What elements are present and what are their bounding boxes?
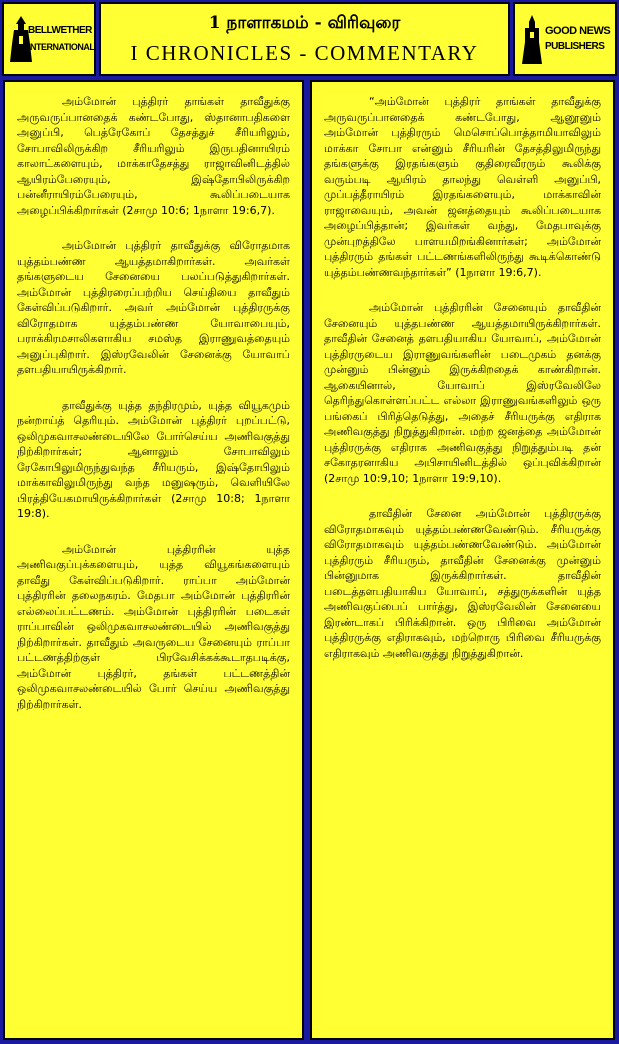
right-paragraph-1: “அம்மோன் புத்திரர் தாங்கள் தாவீதுக்கு அருவருப்பானதைக் கண்டபோது, ஆனூனும் அம்மோன் புத்திரரும் மெசொப்பொத்தாமியாவிலும் மாக்கா சோபா என்னும் சீரியரின் தேசத்திலுமிருந்து தங்களுக்கு இரதங்களும் குதிரைவீரரும் கூலிக்கு வரும்படி ஆயிரம் தாலந்து வெள்ளி அனுப்பி, முப்பத்தீராயிரம் இரதங்களையும், மாக்காவின் ராஜாவையும், அவன் ஜனத்தையும் கூலிப்படையாக அழைப்பித்தான்; இவர்கள் வந்து, மேதபாவுக்கு முன்புறத்திலே பாளயமிறங்கினார்கள்; அம்மோன் புத்திரரும் தங்கள் பட்டணங்களிலிருந்து கூடிக்கொண்டு யுத்தம்பண்ணவந்தார்கள்” (1நாளா 19:6,7). <box>324 95 601 279</box>
bellwether-line2: INTERNATIONAL <box>28 42 95 52</box>
right-column <box>310 80 615 1040</box>
left-paragraph-3: தாவீதுக்கு யுத்த தந்திரமும், யுத்த வியூகமும் நன்றாய்த் தெரியும். அம்மோன் புத்திரர் புறப்பட்டு, ஒலிமுகவாசலண்டையிலே போர்செய்ய அணிவகுத்து நிற்கிறார்கள்; ஆனாலும் சோபாவிலும் ரேகோபிலுமிருந்துவந்த சீரியரும், இஷ்தோபிலும் மாக்காவிலுமிருந்து வந்த மனுஷரும், வெளியிலே பிரத்தியேகமாயிருக்கிறார்கள் (2சாமு 10:8; 1நாளா 19:8). <box>17 398 290 520</box>
bellwether-line1: BELLWETHER <box>28 25 92 36</box>
bell-tower-icon <box>521 14 543 66</box>
right-paragraph-2: அம்மோன் புத்திரரின் சேனையும் தாவீதின் சேனையும் யுத்தபண்ண ஆயத்தமாயிருக்கிறார்கள். தாவீதின் சேனைத் தளபதியாகிய யோவாப், அம்மோன் புத்திரருடைய இராணுவங்களின் படைமுகம் தனக்கு முன்னும் பின்னும் இருக்கிறதைக் காண்கிறான். ஆகையினால், யோவாப் இஸ்ரவேலிலே தெரிந்துகொள்ளப்பட்ட எல்லா இராணுவங்களிலும் ஒரு பங்கைப் பிரித்தெடுத்து, அதைச் சீரியருக்கு எதிராக அணிவகுத்து நிறுத்துகிறான். மற்ற ஜனத்தை அம்மோன் புத்திரருக்கு எதிராக அணிவகுத்து நிறுத்தும்படி தன் சகோதரனாகிய அபிசாயினிடத்தில் ஒப்புவிக்கிறான் (2சாமு 10:9,10; 1நாளா 19:9,10). <box>324 301 601 485</box>
left-column <box>3 80 304 1040</box>
title-english: I CHRONICLES - COMMENTARY <box>130 41 479 65</box>
good-news-logo <box>513 2 617 76</box>
right-paragraph-3: தாவீதின் சேனை அம்மோன் புத்திரருக்கு விரோதமாகவும் யுத்தம்பண்ணவேண்டும். சீரியருக்கு விரோதமாகவும் யுத்தம்பண்ணவேண்டும். அம்மோன் புத்திரரும் சீரியரும், தாவீதின் சேனைக்கு முன்னும் பின்னுமாக இருக்கிறார்கள். தாவீதின் படைத்தளபதியாகிய யோவாப், சத்துருக்களின் யுத்த அணிவகுப்பைப் பார்த்து, இஸ்ரவேலின் சேனையை இரண்டாகப் பிரிக்கிறான். ஒரு பிரிவை அம்மோன் புத்திரருக்கு எதிராகவும், மற்றொரு பிரிவை சீரியருக்கு எதிராகவும் அணிவகுத்து நிறுத்துகிறான். <box>324 507 601 660</box>
left-paragraph-1: அம்மோன் புத்திரர் தாங்கள் தாவீதுக்கு அருவருப்பானதைக் கண்டபோது, ஸ்தானாபதிகளை அனுப்பி, பெத்ரேகோப் தேசத்துச் சீரியரிலும், சோபாவிலிருக்கிற சீரியரிலும் இருபதினாயிரம் காலாட்களையும், மாக்காதேசத்து ராஜாவினிடத்தில் ஆயிரம்பேரையும், இஷ்தோபிலிருக்கிற பன்னீராயிரம்பேரையும், கூலிப்படையாக அழைப்பிக்கிறார்கள் (2சாமு 10:6; 1நாளா 19:6,7). <box>17 95 290 217</box>
title-box <box>99 2 510 76</box>
bellwether-logo <box>2 2 96 76</box>
good-news-line2: PUBLISHERS <box>545 41 605 52</box>
page-header <box>0 0 619 78</box>
left-paragraph-2: அம்மோன் புத்திரர் தாவீதுக்கு விரோதமாக யுத்தம்பண்ண ஆயத்தமாகிறார்கள். அவர்கள் தங்களுடைய சேனையை பலப்படுத்துகிறார்கள். அம்மோன் புத்திரரைப்பற்றிய செய்தியை தாவீதும் கேள்விப்படுகிறார். அவர் அம்மோன் புத்திரருக்கு விரோதமாக யுத்தம்பண்ண யோவாபையும், பராக்கிரமசாலிகளாகிய சமஸ்த இராணுவத்தையும் அனுப்புகிறார். இஸ்ரவேலின் சேனைக்கு யோவாப் தளபதியாயிருக்கிறார். <box>17 239 290 376</box>
bellwether-sheep-icon <box>8 14 34 64</box>
good-news-line1: GOOD NEWS <box>545 25 611 37</box>
title-tamil: 1 நாளாகமம் - விரிவுரை <box>208 13 401 33</box>
left-paragraph-4: அம்மோன் புத்திரரின் யுத்த அணிவகுப்புக்களையும், யுத்த வியூகங்களையும் தாவீது கேள்விப்படுகிறார். ராப்பா அம்மோன் புத்திரரின் தலைநகரம். மேதபா அம்மோன் புத்திரரின் எல்லைப்பட்டணம். அம்மோன் புத்திரரின் படைகள் ராப்பாவின் ஒலிமுகவாசலண்டையில் அணிவகுத்து நிற்கிறார்கள். தாவீதும் அவருடைய சேனையும் ராப்பா பட்டணத்திற்குள் பிரவேசிக்கக்கூடாதபடிக்கு, அம்மோன் புத்திரர், தங்கள் பட்டணத்தின் ஒலிமுகவாசலண்டையில் போர் செய்ய அணிவகுத்து நிற்கிறார்கள். <box>17 542 290 711</box>
